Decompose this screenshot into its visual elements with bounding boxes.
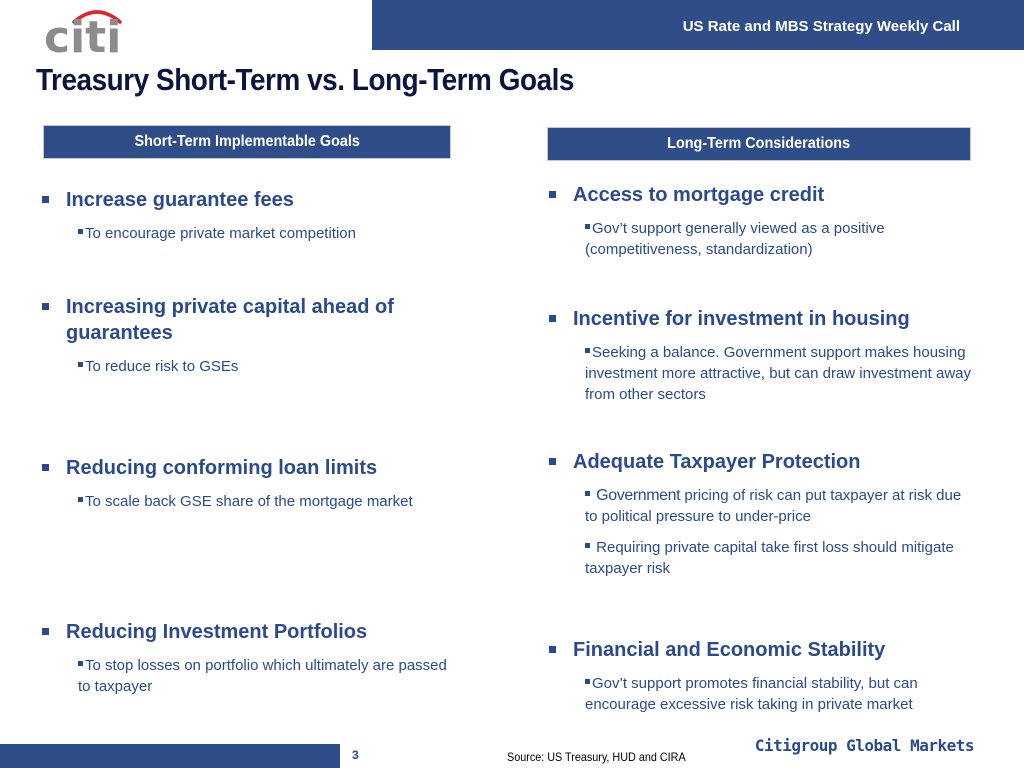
- short-term-goal: [40, 187, 480, 244]
- square-bullet-icon: [78, 497, 83, 502]
- goal-detail: pricing of risk can put taxpayer at risk due to political pressure to under-price: [585, 487, 962, 525]
- square-bullet-icon: [78, 229, 83, 234]
- square-bullet-icon: [78, 661, 83, 666]
- goal-title: Reducing Investment Portfolios: [66, 621, 368, 643]
- square-bullet-icon: [78, 362, 83, 367]
- footer-bar: [0, 744, 340, 768]
- square-bullet-icon: [42, 464, 49, 471]
- goal-title: Incentive for investment in housing: [573, 308, 910, 330]
- square-bullet-icon: [585, 679, 590, 684]
- header-title: US Rate and MBS Strategy Weekly Call: [682, 18, 960, 35]
- goal-title: Increase guarantee fees: [66, 189, 294, 211]
- long-term-goal: [547, 637, 987, 715]
- source-note: Source: US Treasury, HUD and CIRA: [507, 750, 686, 764]
- long-term-header-label: Long-Term Considerations: [667, 135, 851, 152]
- page-number: 3: [352, 748, 359, 762]
- short-term-header-label: Short-Term Implementable Goals: [134, 133, 360, 150]
- goal-detail: To scale back GSE share of the mortgage market: [85, 493, 413, 510]
- long-term-goal: [547, 306, 987, 405]
- page-title: Treasury Short-Term vs. Long-Term Goals: [36, 62, 575, 97]
- goal-title: Access to mortgage credit: [573, 184, 825, 206]
- square-bullet-icon: [549, 191, 556, 198]
- citi-logo: [44, 6, 124, 54]
- square-bullet-icon: [549, 646, 556, 653]
- goal-detail: Gov’t support generally viewed as a positive (competitiveness, standardization): [585, 220, 885, 258]
- square-bullet-icon: [42, 303, 49, 310]
- square-bullet-icon: [585, 491, 590, 496]
- goal-title: Reducing conforming loan limits: [66, 457, 378, 479]
- long-term-header: [548, 128, 970, 160]
- square-bullet-icon: [585, 348, 590, 353]
- square-bullet-icon: [42, 196, 49, 203]
- goal-detail-lead: Government: [596, 487, 681, 504]
- brand-wordmark: Citigroup Global Markets: [754, 736, 974, 755]
- long-term-goal: [547, 182, 987, 260]
- square-bullet-icon: [42, 628, 49, 635]
- goal-detail: To encourage private market competition: [85, 225, 356, 242]
- long-term-goal: [547, 449, 987, 579]
- goal-detail: To reduce risk to GSEs: [85, 358, 239, 375]
- goal-detail: Gov’t support promotes financial stability, but can encourage excessive risk taking in private market: [585, 675, 918, 713]
- goal-title: Financial and Economic Stability: [573, 639, 886, 661]
- short-term-goal: [40, 294, 480, 377]
- goal-detail: To stop losses on portfolio which ultimately are passed to taxpayer: [78, 657, 447, 695]
- square-bullet-icon: [549, 458, 556, 465]
- short-term-goal: [40, 619, 480, 697]
- logo-text: citi: [44, 12, 122, 54]
- square-bullet-icon: [585, 543, 590, 548]
- goal-title: Adequate Taxpayer Protection: [573, 451, 861, 473]
- short-term-goal: [40, 455, 480, 512]
- short-term-header: [44, 126, 450, 158]
- header-bar: [372, 0, 1024, 50]
- goal-detail: Seeking a balance. Government support makes housing investment more attractive, but can draw investment away from other sectors: [585, 344, 972, 403]
- goal-detail: Requiring private capital take first loss should mitigate taxpayer risk: [585, 539, 954, 577]
- square-bullet-icon: [549, 315, 556, 322]
- goal-title: Increasing private capital ahead of guarantees: [66, 296, 394, 344]
- square-bullet-icon: [585, 224, 590, 229]
